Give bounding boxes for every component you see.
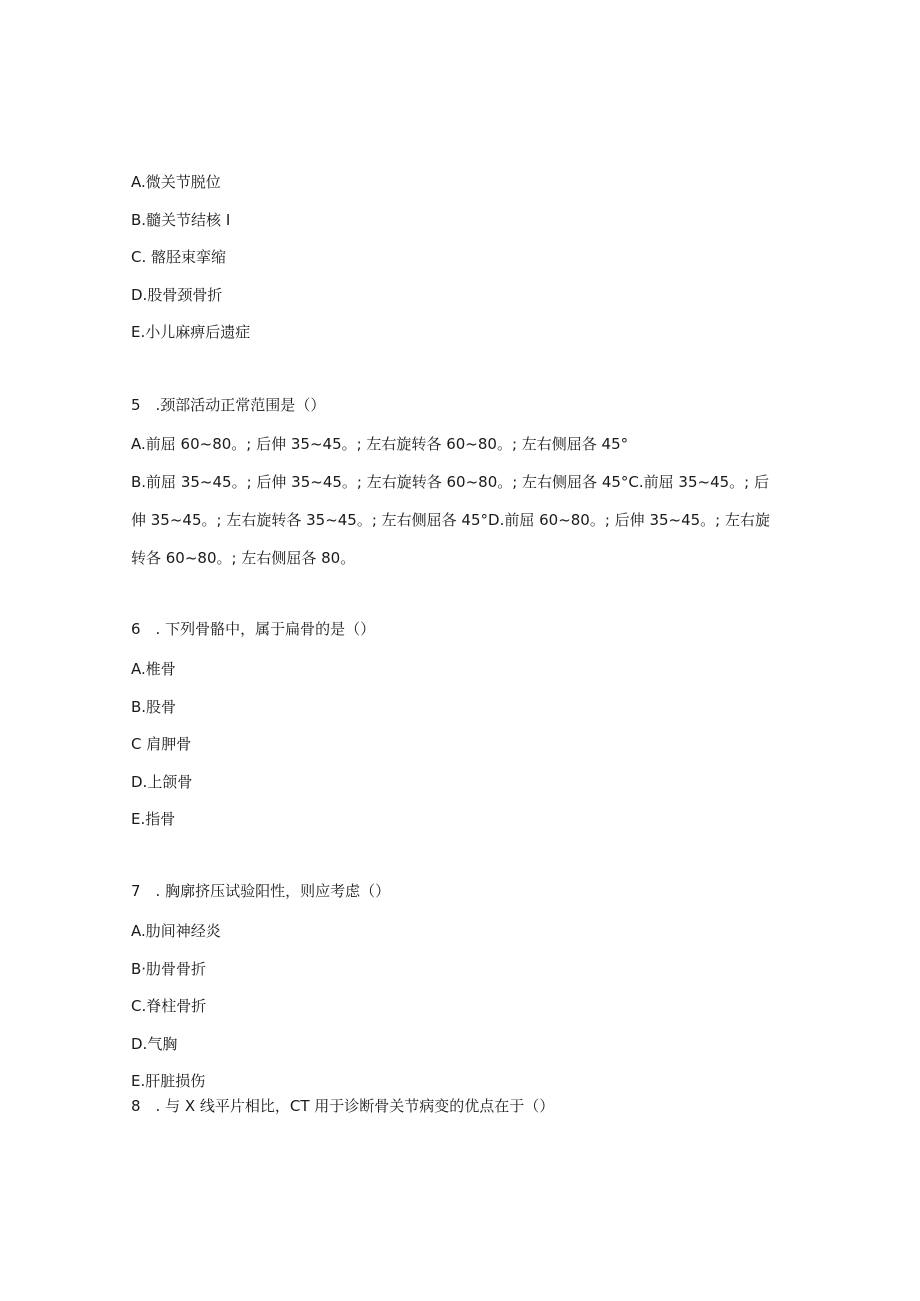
q7-option-e: E.肝脏损伤	[131, 1072, 206, 1090]
q4-option-e: E.小儿麻痹后遗症	[131, 323, 251, 341]
q6-option-b: B.股骨	[131, 698, 177, 716]
q8-stem: 8 . 与 X 线平片相比，CT 用于诊断骨关节病变的优点在于（）	[131, 1097, 555, 1115]
q5-stem: 5 .颈部活动正常范围是（）	[131, 396, 326, 414]
q7-option-c: C.脊柱骨折	[131, 997, 207, 1015]
q7-stem: 7 . 胸廓挤压试验阳性，则应考虑（）	[131, 882, 391, 900]
q6-option-e: E.指骨	[131, 810, 176, 828]
q4-option-a: A.微关节脱位	[131, 173, 221, 191]
q6-option-d: D.上颌骨	[131, 773, 193, 791]
q6-option-c: C 肩胛骨	[131, 735, 192, 753]
q7-option-d: D.气胸	[131, 1035, 178, 1053]
q4-option-d: D.股骨颈骨折	[131, 286, 223, 304]
q6-stem: 6 . 下列骨骼中，属于扁骨的是（）	[131, 620, 376, 638]
q4-option-b: B.髓关节结核 I	[131, 211, 231, 229]
q4-option-c: C. 髂胫束挛缩	[131, 248, 227, 266]
q5-option-bcd: B.前屈 35~45。; 后伸 35~45。; 左右旋转各 60~80。; 左右侧屈各 45°C.前屈 35~45。; 后伸 35~45。; 左右旋转各 35~45。; 左右侧屈各 45°D.前屈 60~80。; 后伸 35~45。; 左右旋转各 60~80。; 左右侧屈各 80。	[131, 473, 771, 567]
q5-option-a: A.前屈 60~80。; 后伸 35~45。; 左右旋转各 60~80。; 左右侧屈各 45°	[131, 435, 629, 453]
q7-option-a: A.肋间神经炎	[131, 922, 221, 940]
q6-option-a: A.椎骨	[131, 660, 176, 678]
q7-option-b: B·肋骨骨折	[131, 960, 207, 978]
